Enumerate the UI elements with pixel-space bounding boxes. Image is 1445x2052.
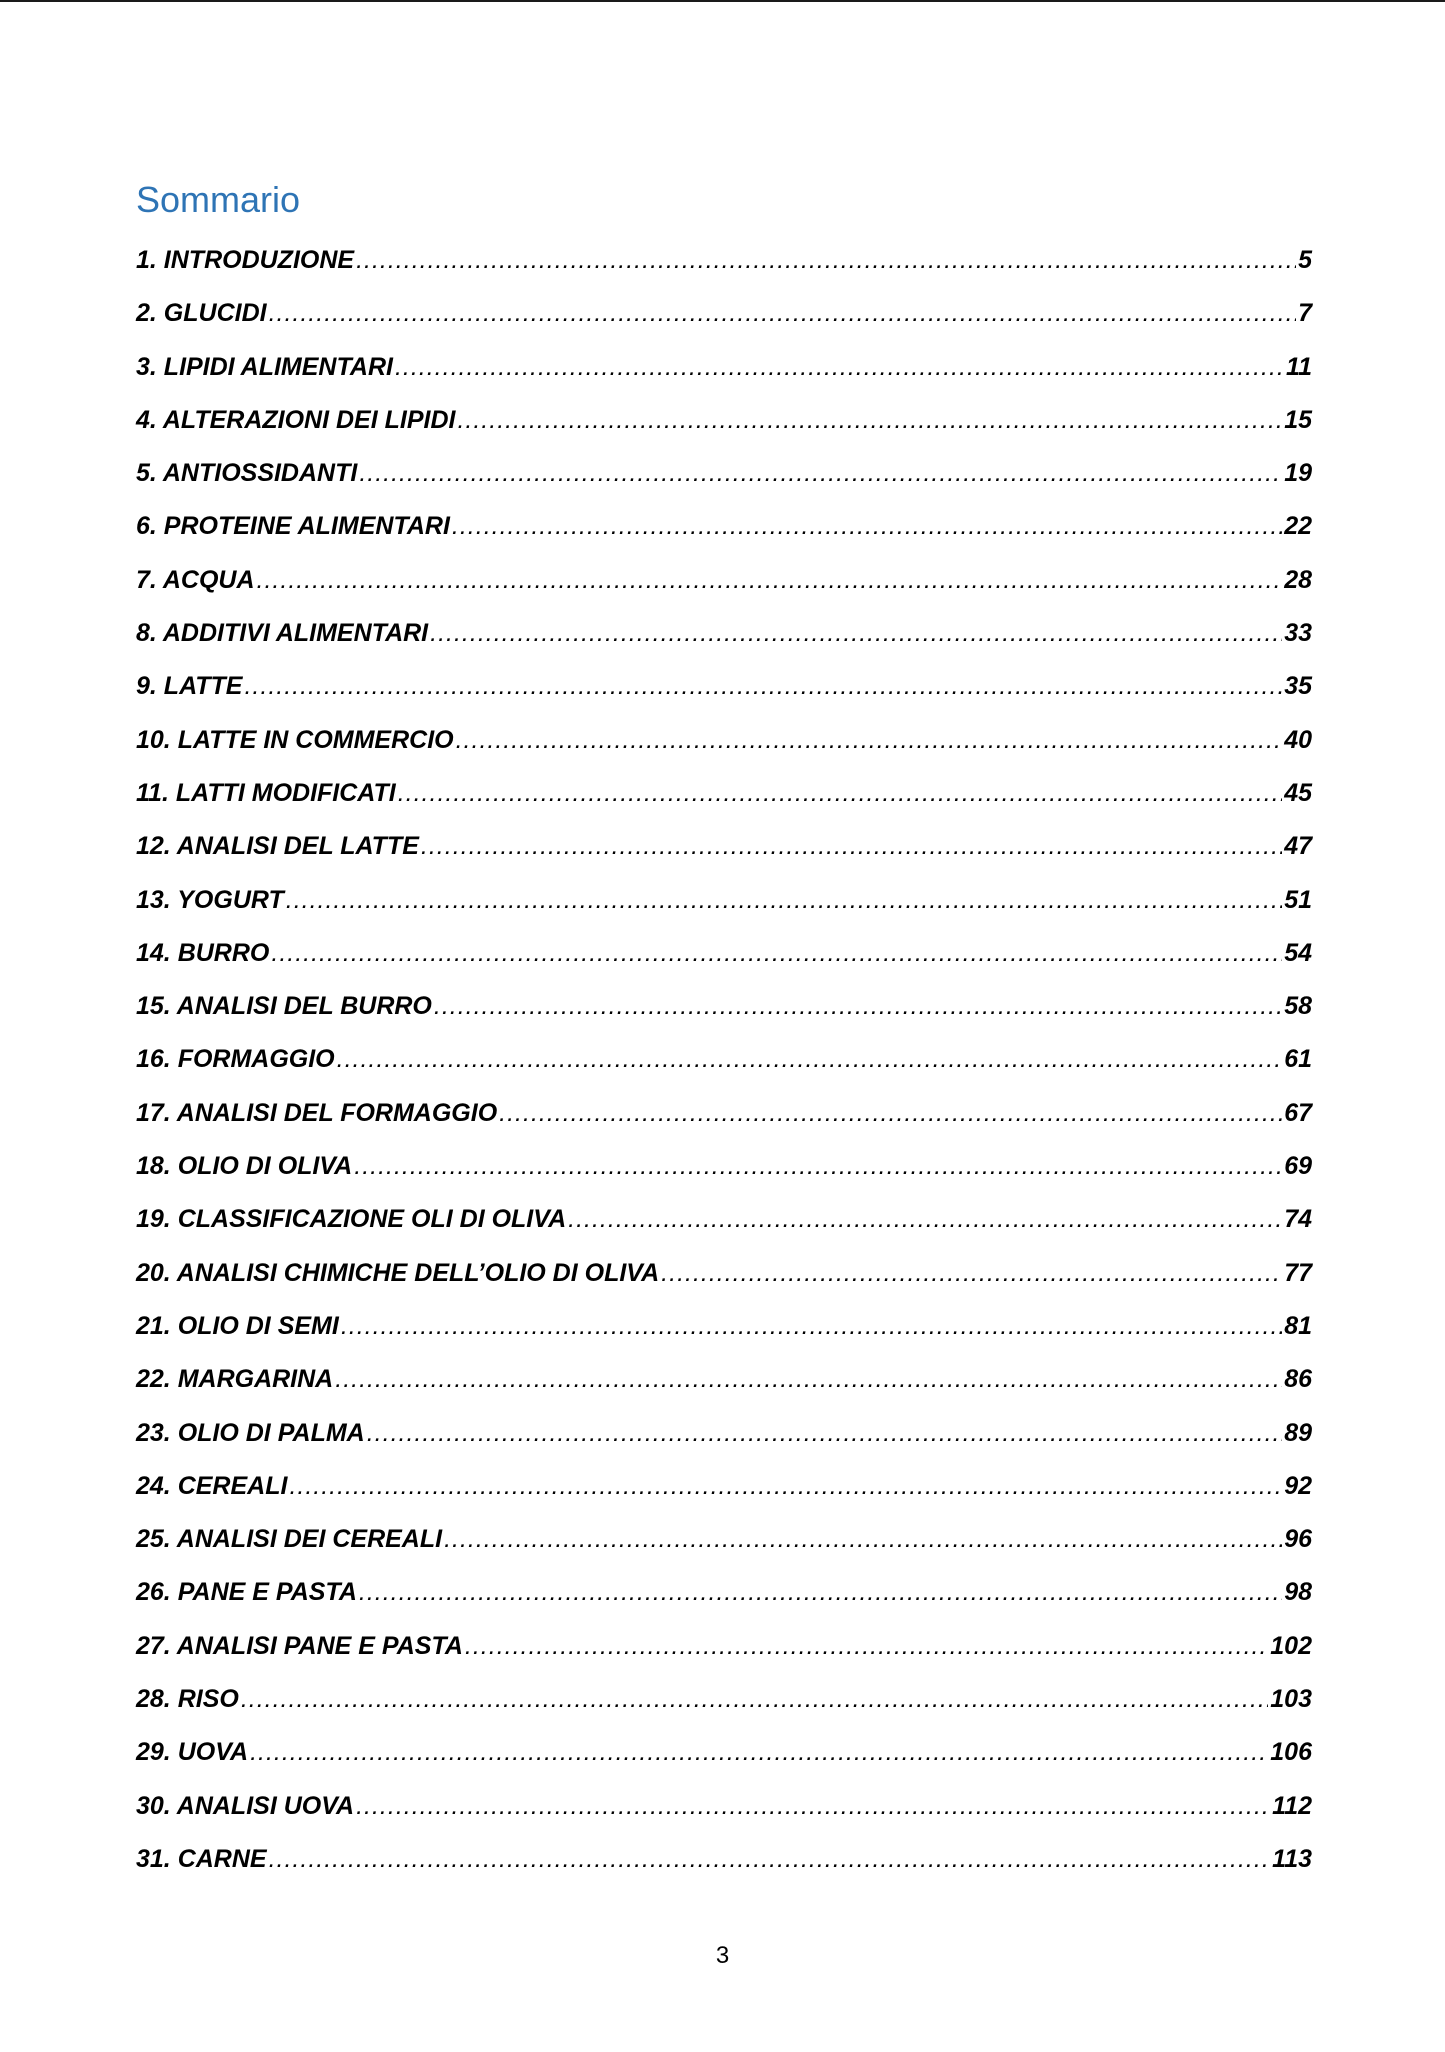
- toc-entry-label: 4. ALTERAZIONI DEI LIPIDI: [136, 405, 456, 434]
- toc-entry[interactable]: [136, 720, 1312, 773]
- toc-entry-page-number: 112: [1272, 1791, 1312, 1820]
- toc-entry-label: 7. ACQUA: [136, 565, 255, 594]
- toc-dot-leader: [398, 773, 1282, 813]
- toc-entry-label: 6. PROTEINE ALIMENTARI: [136, 512, 450, 541]
- toc-entry-label: 20. ANALISI CHIMICHE DELL’OLIO DI OLIVA: [136, 1258, 660, 1287]
- toc-entry[interactable]: [136, 773, 1312, 826]
- toc-entry[interactable]: [136, 1093, 1312, 1146]
- toc-entry[interactable]: [136, 1466, 1312, 1519]
- toc-dot-leader: [395, 347, 1284, 387]
- toc-entry[interactable]: [136, 453, 1312, 506]
- toc-dot-leader: [244, 666, 1282, 706]
- toc-entry-page-number: 22: [1284, 512, 1312, 541]
- toc-entry[interactable]: [136, 826, 1312, 879]
- toc-entry-page-number: 15: [1284, 405, 1312, 434]
- toc-entry[interactable]: [136, 1679, 1312, 1732]
- toc-dot-leader: [661, 1253, 1282, 1293]
- toc-entry-page-number: 69: [1284, 1152, 1312, 1181]
- toc-entry-label: 18. OLIO DI OLIVA: [136, 1152, 353, 1181]
- toc-dot-leader: [271, 933, 1282, 973]
- toc-entry-page-number: 54: [1284, 938, 1312, 967]
- toc-entry[interactable]: [136, 1253, 1312, 1306]
- toc-dot-leader: [434, 986, 1282, 1026]
- toc-entry-page-number: 106: [1270, 1738, 1312, 1767]
- toc-dot-leader: [457, 400, 1282, 440]
- toc-entry[interactable]: [136, 400, 1312, 453]
- toc-entry-page-number: 51: [1284, 885, 1312, 914]
- toc-entry[interactable]: [136, 933, 1312, 986]
- toc-entry[interactable]: [136, 506, 1312, 559]
- toc-entry-label: 17. ANALISI DEL FORMAGGIO: [136, 1098, 498, 1127]
- toc-entry-page-number: 5: [1298, 246, 1312, 274]
- toc-entry-page-number: 40: [1284, 725, 1312, 754]
- toc-entry[interactable]: [136, 880, 1312, 933]
- toc-dot-leader: [359, 1572, 1282, 1612]
- toc-entry-page-number: 96: [1284, 1525, 1312, 1554]
- toc-entry-label: 5. ANTIOSSIDANTI: [136, 459, 358, 488]
- toc-entry[interactable]: [136, 1732, 1312, 1785]
- toc-entry[interactable]: [136, 666, 1312, 719]
- toc-dot-leader: [465, 1626, 1268, 1666]
- toc-dot-leader: [257, 560, 1283, 600]
- toc-entry-label: 2. GLUCIDI: [136, 299, 267, 328]
- page-top-border: [0, 0, 1445, 2]
- toc-dot-leader: [250, 1732, 1268, 1772]
- toc-entry-page-number: 102: [1270, 1631, 1312, 1660]
- toc-dot-leader: [269, 1839, 1271, 1879]
- toc-entry[interactable]: [136, 1572, 1312, 1625]
- toc-dot-leader: [430, 613, 1282, 653]
- toc-entry[interactable]: [136, 293, 1312, 346]
- toc-entry-page-number: 58: [1284, 992, 1312, 1021]
- toc-entry[interactable]: [136, 1306, 1312, 1359]
- toc-entry[interactable]: [136, 1519, 1312, 1572]
- toc-dot-leader: [356, 1786, 1270, 1826]
- toc-dot-leader: [354, 1146, 1282, 1186]
- toc-dot-leader: [456, 720, 1283, 760]
- toc-entry-label: 12. ANALISI DEL LATTE: [136, 832, 419, 861]
- toc-entry-label: 15. ANALISI DEL BURRO: [136, 992, 432, 1021]
- toc-entry[interactable]: [136, 240, 1312, 293]
- toc-entry-page-number: 81: [1284, 1311, 1312, 1340]
- toc-entry-page-number: 113: [1272, 1844, 1312, 1873]
- toc-dot-leader: [286, 880, 1282, 920]
- toc-entry-label: 22. MARGARINA: [136, 1365, 334, 1394]
- toc-dot-leader: [359, 453, 1282, 493]
- toc-entry-label: 19. CLASSIFICAZIONE OLI DI OLIVA: [136, 1205, 567, 1234]
- toc-entry[interactable]: [136, 986, 1312, 1039]
- toc-entry-label: 11. LATTI MODIFICATI: [136, 778, 396, 807]
- toc-dot-leader: [269, 293, 1297, 333]
- toc-entry-page-number: 67: [1284, 1098, 1312, 1127]
- toc-entry-label: 24. CEREALI: [136, 1471, 288, 1500]
- toc-entry-page-number: 19: [1284, 459, 1312, 488]
- toc-entry-label: 21. OLIO DI SEMI: [136, 1311, 339, 1340]
- toc-entry-page-number: 86: [1284, 1365, 1312, 1394]
- toc-dot-leader: [444, 1519, 1282, 1559]
- toc-entry-page-number: 77: [1284, 1258, 1312, 1287]
- toc-entry-label: 9. LATTE: [136, 672, 243, 701]
- toc-entry[interactable]: [136, 1199, 1312, 1252]
- toc-entry[interactable]: [136, 1146, 1312, 1199]
- toc-dot-leader: [341, 1306, 1282, 1346]
- toc-entry[interactable]: [136, 347, 1312, 400]
- toc-entry-label: 26. PANE E PASTA: [136, 1578, 357, 1607]
- toc-entry-label: 30. ANALISI UOVA: [136, 1791, 355, 1820]
- toc-dot-leader: [241, 1679, 1268, 1719]
- toc-entry-page-number: 89: [1284, 1418, 1312, 1447]
- toc-entry-page-number: 11: [1286, 352, 1312, 381]
- toc-entry[interactable]: [136, 1626, 1312, 1679]
- page-number: 3: [715, 1942, 730, 1969]
- toc-dot-leader: [499, 1093, 1282, 1133]
- toc-entry[interactable]: [136, 560, 1312, 613]
- toc-entry[interactable]: [136, 1413, 1312, 1466]
- toc-dot-leader: [568, 1199, 1282, 1239]
- toc-entry-label: 3. LIPIDI ALIMENTARI: [136, 352, 393, 381]
- toc-dot-leader: [356, 240, 1296, 280]
- toc-entry-label: 23. OLIO DI PALMA: [136, 1418, 365, 1447]
- toc-entry-page-number: 28: [1284, 565, 1312, 594]
- toc-entry[interactable]: [136, 1839, 1312, 1892]
- toc-entry-page-number: 45: [1284, 778, 1312, 807]
- toc-dot-leader: [452, 506, 1282, 546]
- toc-dot-leader: [337, 1039, 1283, 1079]
- toc-entry-label: 31. CARNE: [136, 1844, 267, 1873]
- toc-entry-label: 10. LATTE IN COMMERCIO: [136, 725, 454, 754]
- toc-title: Sommario: [136, 179, 301, 220]
- toc-entry-page-number: 7: [1298, 299, 1312, 328]
- toc-entry[interactable]: [136, 1786, 1312, 1839]
- toc-entry-page-number: 35: [1284, 672, 1312, 701]
- toc-dot-leader: [289, 1466, 1282, 1506]
- toc-entry-label: 28. RISO: [136, 1685, 239, 1714]
- toc-entry-page-number: 74: [1284, 1205, 1312, 1234]
- toc-entry-label: 29. UOVA: [136, 1738, 249, 1767]
- toc-entry-page-number: 98: [1284, 1578, 1312, 1607]
- toc-entry-label: 27. ANALISI PANE E PASTA: [136, 1631, 463, 1660]
- toc-entry-page-number: 47: [1284, 832, 1312, 861]
- toc-entry-page-number: 103: [1270, 1685, 1312, 1714]
- toc-entry[interactable]: [136, 1039, 1312, 1092]
- toc-entry-label: 14. BURRO: [136, 938, 270, 967]
- toc-entry-label: 1. INTRODUZIONE: [136, 246, 355, 274]
- toc-entry-page-number: 92: [1284, 1471, 1312, 1500]
- toc-entry-label: 8. ADDITIVI ALIMENTARI: [136, 619, 429, 648]
- toc-dot-leader: [421, 826, 1282, 866]
- toc-entry-label: 16. FORMAGGIO: [136, 1045, 335, 1074]
- toc-entry-page-number: 33: [1284, 619, 1312, 648]
- toc-entry-label: 25. ANALISI DEI CEREALI: [136, 1525, 443, 1554]
- toc-entry-label: 13. YOGURT: [136, 885, 284, 914]
- toc-entry-page-number: 61: [1284, 1045, 1312, 1074]
- toc-dot-leader: [335, 1359, 1282, 1399]
- toc-entry[interactable]: [136, 1359, 1312, 1412]
- toc-dot-leader: [367, 1413, 1282, 1453]
- toc-entry[interactable]: [136, 613, 1312, 666]
- table-of-contents: [136, 240, 1312, 1892]
